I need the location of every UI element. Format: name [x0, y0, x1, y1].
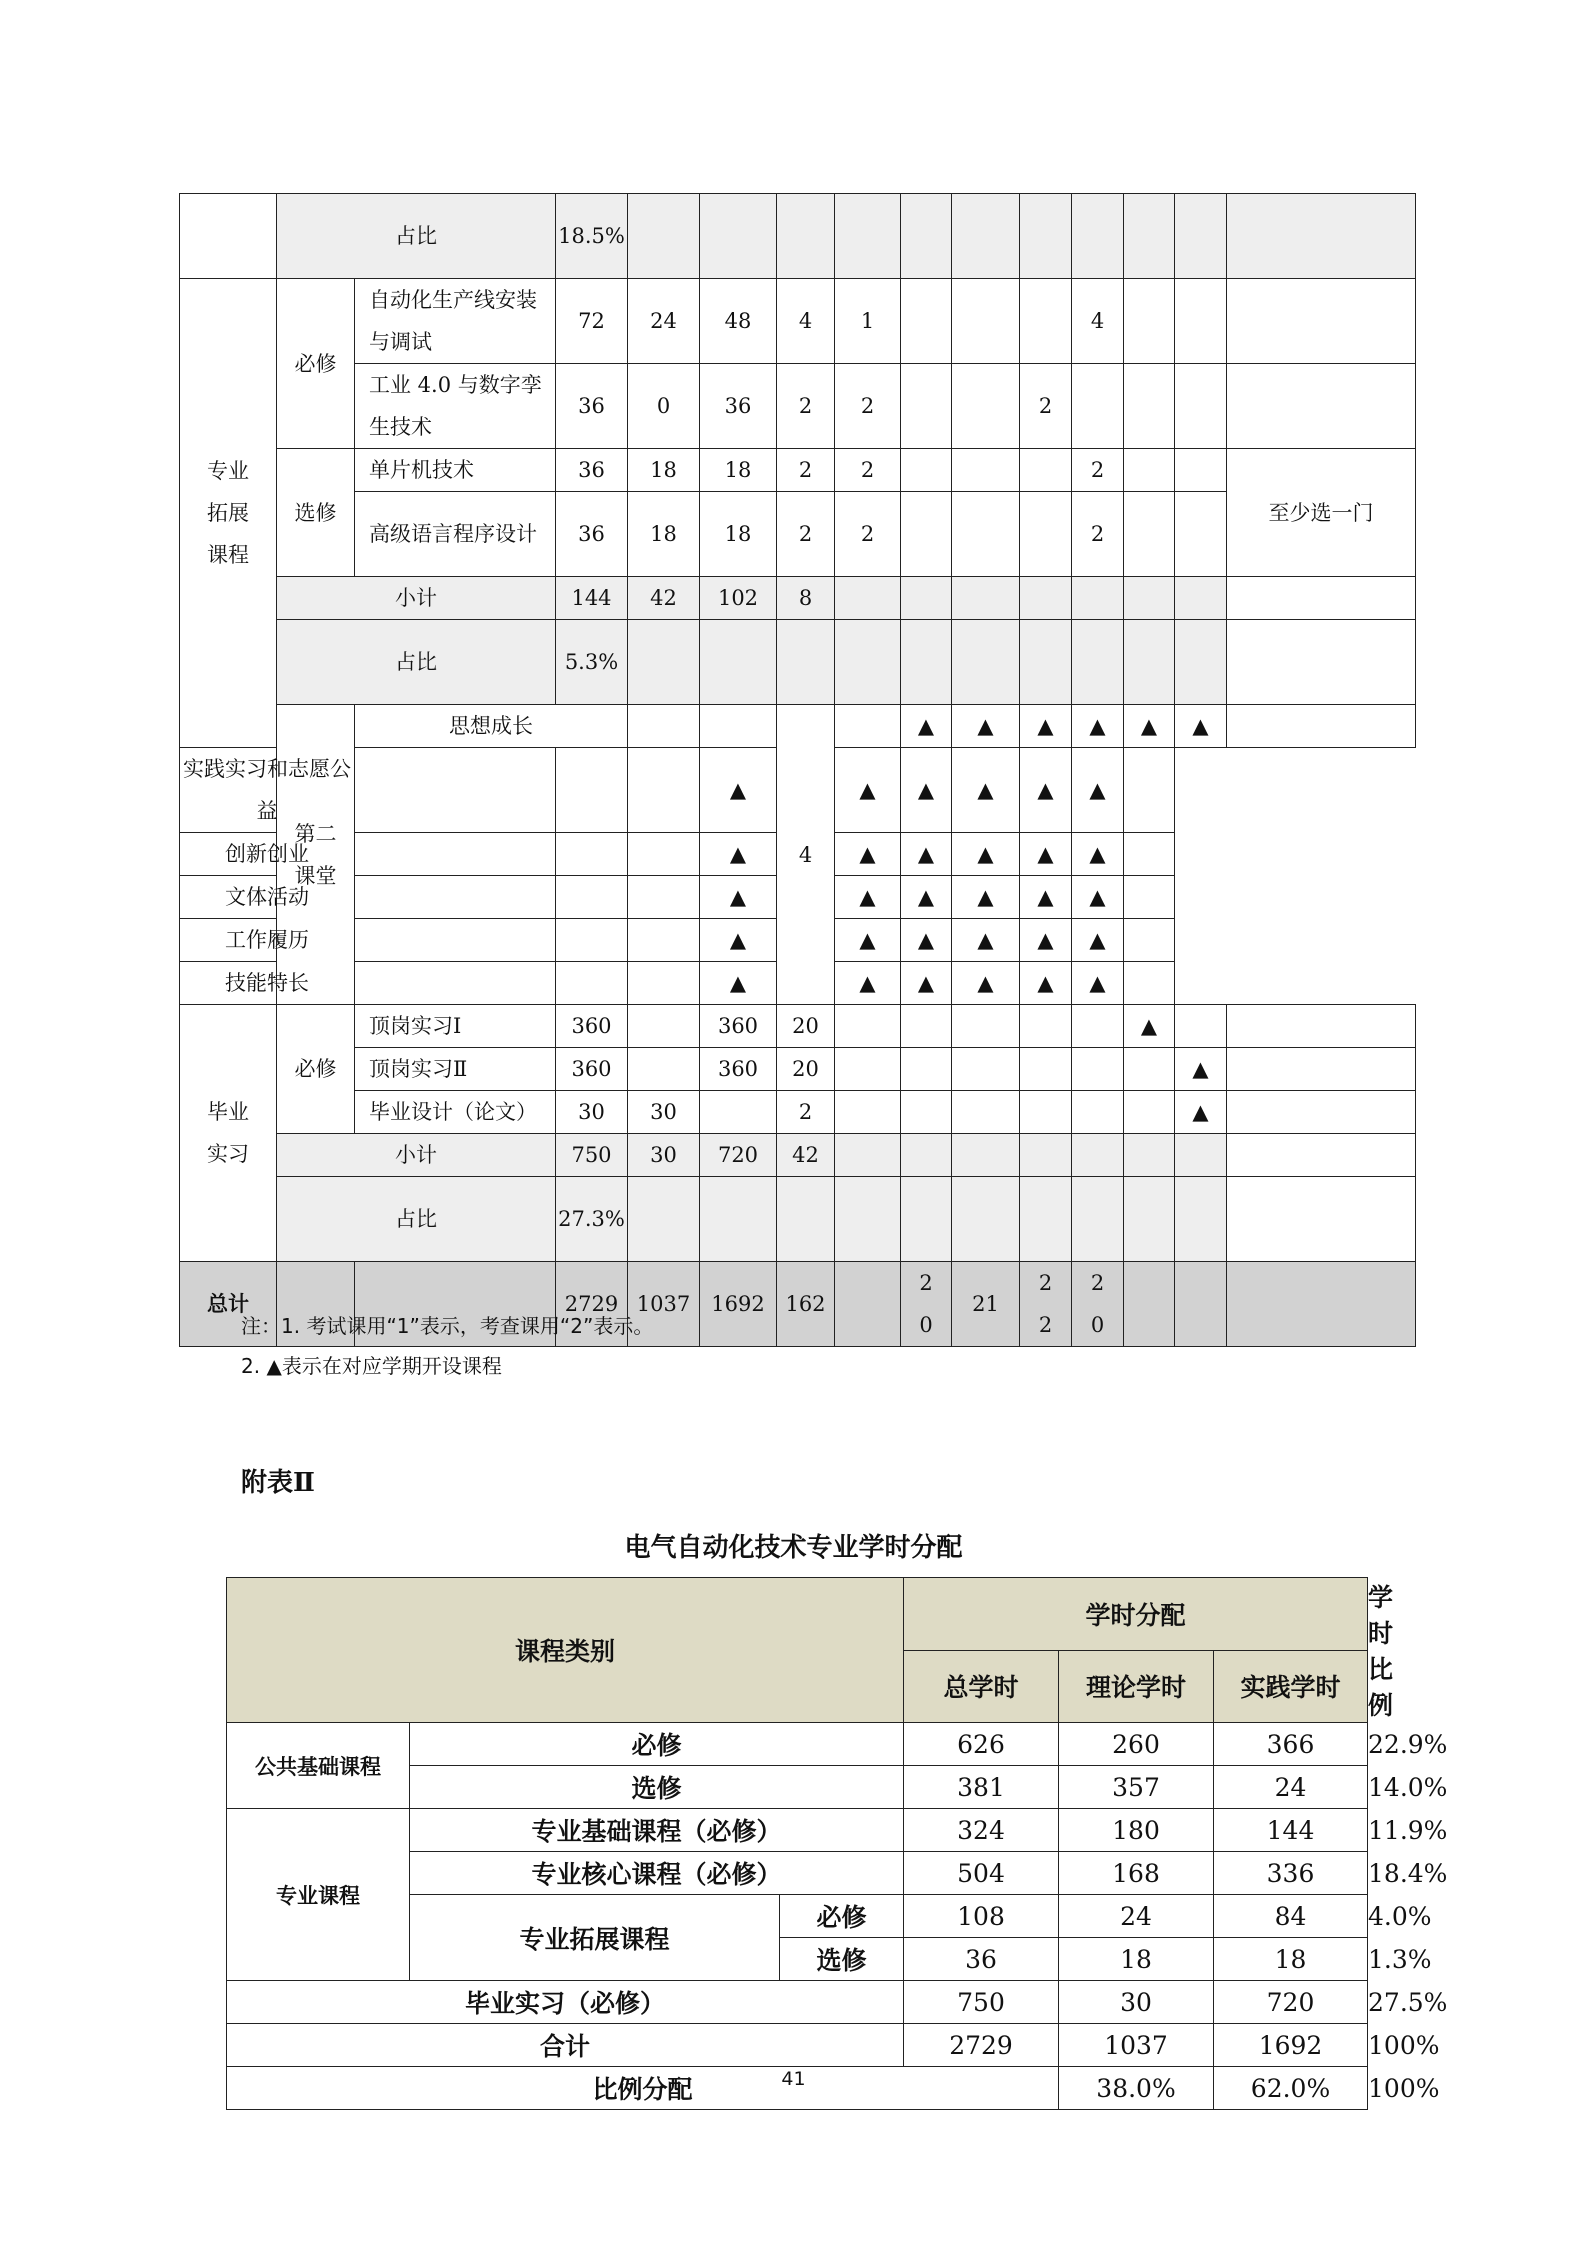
ext-elective-label: 选修 — [277, 449, 355, 577]
appendix-label: 附表Ⅱ — [241, 1468, 315, 1498]
cell-practice: 360 — [700, 1048, 777, 1091]
cell-credit: 20 — [777, 1048, 835, 1091]
row-name: 专业基础课程（必修） — [410, 1809, 904, 1852]
total-sem2: 21 — [952, 1262, 1020, 1347]
top-ratio: 18.5% — [556, 194, 628, 279]
cell-credit: 2 — [777, 364, 835, 449]
cell-total: 2729 — [904, 2024, 1059, 2067]
subtotal-label: 小计 — [277, 1134, 556, 1177]
grad-category: 毕业实习 — [180, 1005, 277, 1262]
triangle-mark: ▲ — [700, 919, 777, 962]
triangle-mark: ▲ — [835, 748, 901, 833]
triangle-mark: ▲ — [952, 705, 1020, 748]
second-item: 文体活动 — [180, 876, 355, 919]
cell-theory — [628, 1005, 700, 1048]
cell-theory: 357 — [1059, 1766, 1214, 1809]
cell-practice: 62.0% — [1214, 2067, 1368, 2110]
cell-sem4: 2 — [1072, 449, 1124, 492]
total-theory: 1037 — [628, 1262, 700, 1347]
triangle-mark: ▲ — [952, 876, 1020, 919]
triangle-mark: ▲ — [952, 748, 1020, 833]
triangle-mark: ▲ — [1020, 833, 1072, 876]
triangle-mark: ▲ — [1072, 962, 1124, 1005]
cell-total: 36 — [556, 364, 628, 449]
cell-theory — [628, 1048, 700, 1091]
triangle-mark: ▲ — [1072, 919, 1124, 962]
cell-practice: 18 — [1214, 1938, 1368, 1981]
cell-theory: 18 — [1059, 1938, 1214, 1981]
header-allocation: 学时分配 — [904, 1578, 1368, 1651]
cell-theory: 18 — [628, 449, 700, 492]
row-name: 选修 — [410, 1766, 904, 1809]
page-number: 41 — [781, 2068, 806, 2090]
cell-total: 108 — [904, 1895, 1059, 1938]
hours-distribution-table: 课程类别 学时分配 学时比例 总学时 理论学时 实践学时 公共基础课程 必修 626 260 366 22.9% 选修 381 357 24 14.0% 专业课程 专业基础课程（必修） 324 180 144 11.9% 专业核心课程（必修） 504 168 336 18.4% 专业拓展课程 必修 108 24 84 4.0% 选修 36 18 18 1.3% 毕业实习（必修） 750 30 720 27.5% 合计 2729 1037 1692 100% 比例分配 38.0% 62.0% 100% — [226, 1577, 1368, 2110]
ratio-label: 占比 — [277, 620, 556, 705]
triangle-mark: ▲ — [700, 876, 777, 919]
triangle-mark: ▲ — [1020, 705, 1072, 748]
triangle-mark: ▲ — [1175, 1048, 1227, 1091]
public-label: 公共基础课程 — [227, 1723, 410, 1809]
triangle-mark: ▲ — [901, 962, 952, 1005]
course-name: 自动化生产线安装与调试 — [355, 279, 556, 364]
total-practice: 1692 — [700, 1262, 777, 1347]
second-item: 工作履历 — [180, 919, 355, 962]
subtotal-total: 144 — [556, 577, 628, 620]
cell-theory: 180 — [1059, 1809, 1214, 1852]
cell-total: 504 — [904, 1852, 1059, 1895]
triangle-mark: ▲ — [835, 833, 901, 876]
triangle-mark: ▲ — [1124, 1005, 1175, 1048]
cell-theory: 30 — [628, 1091, 700, 1134]
cell-total: 360 — [556, 1048, 628, 1091]
second-item: 思想成长 — [355, 705, 628, 748]
cell-practice: 144 — [1214, 1809, 1368, 1852]
cell-theory: 30 — [1059, 1981, 1214, 2024]
header-practice: 实践学时 — [1214, 1650, 1368, 1723]
ext-ratio: 5.3% — [556, 620, 628, 705]
cell-sem3: 2 — [1020, 364, 1072, 449]
triangle-mark: ▲ — [901, 876, 952, 919]
second-category: 第二课堂 — [277, 705, 355, 1005]
cell-sem4 — [1072, 364, 1124, 449]
triangle-mark: ▲ — [901, 748, 952, 833]
cell-practice: 48 — [700, 279, 777, 364]
ratio-label: 占比 — [277, 194, 556, 279]
header-total: 总学时 — [904, 1650, 1059, 1723]
subtotal-label: 小计 — [277, 577, 556, 620]
ratio-label: 占比 — [277, 1177, 556, 1262]
cell-practice — [700, 1091, 777, 1134]
triangle-mark: ▲ — [1072, 748, 1124, 833]
cell-practice: 1692 — [1214, 2024, 1368, 2067]
cell-credit: 4 — [777, 279, 835, 364]
cell-theory: 24 — [628, 279, 700, 364]
total-sem4: 20 — [1072, 1262, 1124, 1347]
triangle-mark: ▲ — [700, 833, 777, 876]
subtotal-total: 750 — [556, 1134, 628, 1177]
triangle-mark: ▲ — [835, 876, 901, 919]
total-sem3: 22 — [1020, 1262, 1072, 1347]
header-category: 课程类别 — [227, 1578, 904, 1723]
triangle-mark: ▲ — [1020, 919, 1072, 962]
note-1: 注：1. 考试课用“1”表示，考查课用“2”表示。 — [241, 1314, 654, 1338]
course-name: 顶岗实习Ⅱ — [355, 1048, 556, 1091]
second-item: 技能特长 — [180, 962, 355, 1005]
course-name: 高级语言程序设计 — [355, 492, 556, 577]
triangle-mark: ▲ — [1020, 876, 1072, 919]
row-name: 合计 — [227, 2024, 904, 2067]
cell-total: 72 — [556, 279, 628, 364]
total-hours: 2729 — [556, 1262, 628, 1347]
cell-total: 626 — [904, 1723, 1059, 1766]
triangle-mark: ▲ — [1124, 705, 1175, 748]
cell-practice: 720 — [1214, 1981, 1368, 2024]
subtotal-theory: 30 — [628, 1134, 700, 1177]
appendix-caption: 电气自动化技术专业学时分配 — [624, 1533, 963, 1563]
cell-total: 36 — [556, 492, 628, 577]
cell-exam: 2 — [835, 449, 901, 492]
cell-sem4: 4 — [1072, 279, 1124, 364]
cell-practice: 360 — [700, 1005, 777, 1048]
cell-total: 750 — [904, 1981, 1059, 2024]
cell-total: 36 — [904, 1938, 1059, 1981]
cell-credit: 2 — [777, 1091, 835, 1134]
cell-total: 36 — [556, 449, 628, 492]
cell-total: 381 — [904, 1766, 1059, 1809]
cell-total: 30 — [556, 1091, 628, 1134]
second-credit: 4 — [777, 705, 835, 1005]
cell-practice: 336 — [1214, 1852, 1368, 1895]
triangle-mark: ▲ — [1072, 833, 1124, 876]
total-label: 总计 — [180, 1262, 277, 1347]
subtotal-credit: 42 — [777, 1134, 835, 1177]
cell-credit: 2 — [777, 492, 835, 577]
triangle-mark: ▲ — [952, 919, 1020, 962]
triangle-mark: ▲ — [952, 962, 1020, 1005]
triangle-mark: ▲ — [1175, 1091, 1227, 1134]
triangle-mark: ▲ — [1072, 705, 1124, 748]
triangle-mark: ▲ — [1020, 962, 1072, 1005]
ext-label: 专业拓展课程 — [410, 1895, 780, 1981]
empty-cell — [180, 194, 277, 279]
cell-sem3 — [1020, 279, 1072, 364]
triangle-mark: ▲ — [1020, 748, 1072, 833]
major-label: 专业课程 — [227, 1809, 410, 1981]
triangle-mark: ▲ — [901, 833, 952, 876]
cell-total: 360 — [556, 1005, 628, 1048]
cell-practice: 36 — [700, 364, 777, 449]
row-name: 必修 — [780, 1895, 904, 1938]
subtotal-practice: 102 — [700, 577, 777, 620]
triangle-mark: ▲ — [835, 962, 901, 1005]
row-name: 专业核心课程（必修） — [410, 1852, 904, 1895]
row-name: 必修 — [410, 1723, 904, 1766]
triangle-mark: ▲ — [952, 833, 1020, 876]
ext-category: 专业拓展课程 — [180, 279, 277, 748]
row-name: 比例分配 — [227, 2067, 1059, 2110]
course-name: 单片机技术 — [355, 449, 556, 492]
second-item: 实践实习和志愿公益 — [180, 748, 355, 833]
course-name: 顶岗实习Ⅰ — [355, 1005, 556, 1048]
cell-theory: 260 — [1059, 1723, 1214, 1766]
subtotal-credit: 8 — [777, 577, 835, 620]
cell-sem3 — [1020, 492, 1072, 577]
cell-credit: 2 — [777, 449, 835, 492]
cell-sem3 — [1020, 449, 1072, 492]
cell-theory: 24 — [1059, 1895, 1214, 1938]
course-name: 毕业设计（论文） — [355, 1091, 556, 1134]
row-name: 毕业实习（必修） — [227, 1981, 904, 2024]
cell-sem4: 2 — [1072, 492, 1124, 577]
second-item: 创新创业 — [180, 833, 355, 876]
note-2: 2. ▲表示在对应学期开设课程 — [241, 1354, 502, 1378]
cell-credit: 20 — [777, 1005, 835, 1048]
grad-ratio: 27.3% — [556, 1177, 628, 1262]
header-theory: 理论学时 — [1059, 1650, 1214, 1723]
ext-required-label: 必修 — [277, 279, 355, 449]
cell-exam: 1 — [835, 279, 901, 364]
cell-exam: 2 — [835, 364, 901, 449]
triangle-mark: ▲ — [901, 705, 952, 748]
cell-practice: 366 — [1214, 1723, 1368, 1766]
cell-theory: 0 — [628, 364, 700, 449]
total-sem1: 20 — [901, 1262, 952, 1347]
cell-exam: 2 — [835, 492, 901, 577]
subtotal-practice: 720 — [700, 1134, 777, 1177]
cell-practice: 24 — [1214, 1766, 1368, 1809]
total-credit: 162 — [777, 1262, 835, 1347]
cell-practice: 84 — [1214, 1895, 1368, 1938]
cell-theory: 168 — [1059, 1852, 1214, 1895]
elective-note: 至少选一门 — [1227, 449, 1416, 577]
cell-theory: 1037 — [1059, 2024, 1214, 2067]
course-name: 工业 4.0 与数字孪生技术 — [355, 364, 556, 449]
cell-practice: 18 — [700, 492, 777, 577]
triangle-mark: ▲ — [700, 748, 777, 833]
subtotal-theory: 42 — [628, 577, 700, 620]
grad-required-label: 必修 — [277, 1005, 355, 1134]
triangle-mark: ▲ — [901, 919, 952, 962]
triangle-mark: ▲ — [700, 962, 777, 1005]
cell-theory: 18 — [628, 492, 700, 577]
row-name: 选修 — [780, 1938, 904, 1981]
cell-practice: 18 — [700, 449, 777, 492]
cell-theory: 38.0% — [1059, 2067, 1214, 2110]
course-plan-table — [179, 193, 1416, 1347]
triangle-mark: ▲ — [1175, 705, 1227, 748]
triangle-mark: ▲ — [835, 919, 901, 962]
cell-total: 324 — [904, 1809, 1059, 1852]
triangle-mark: ▲ — [1072, 876, 1124, 919]
